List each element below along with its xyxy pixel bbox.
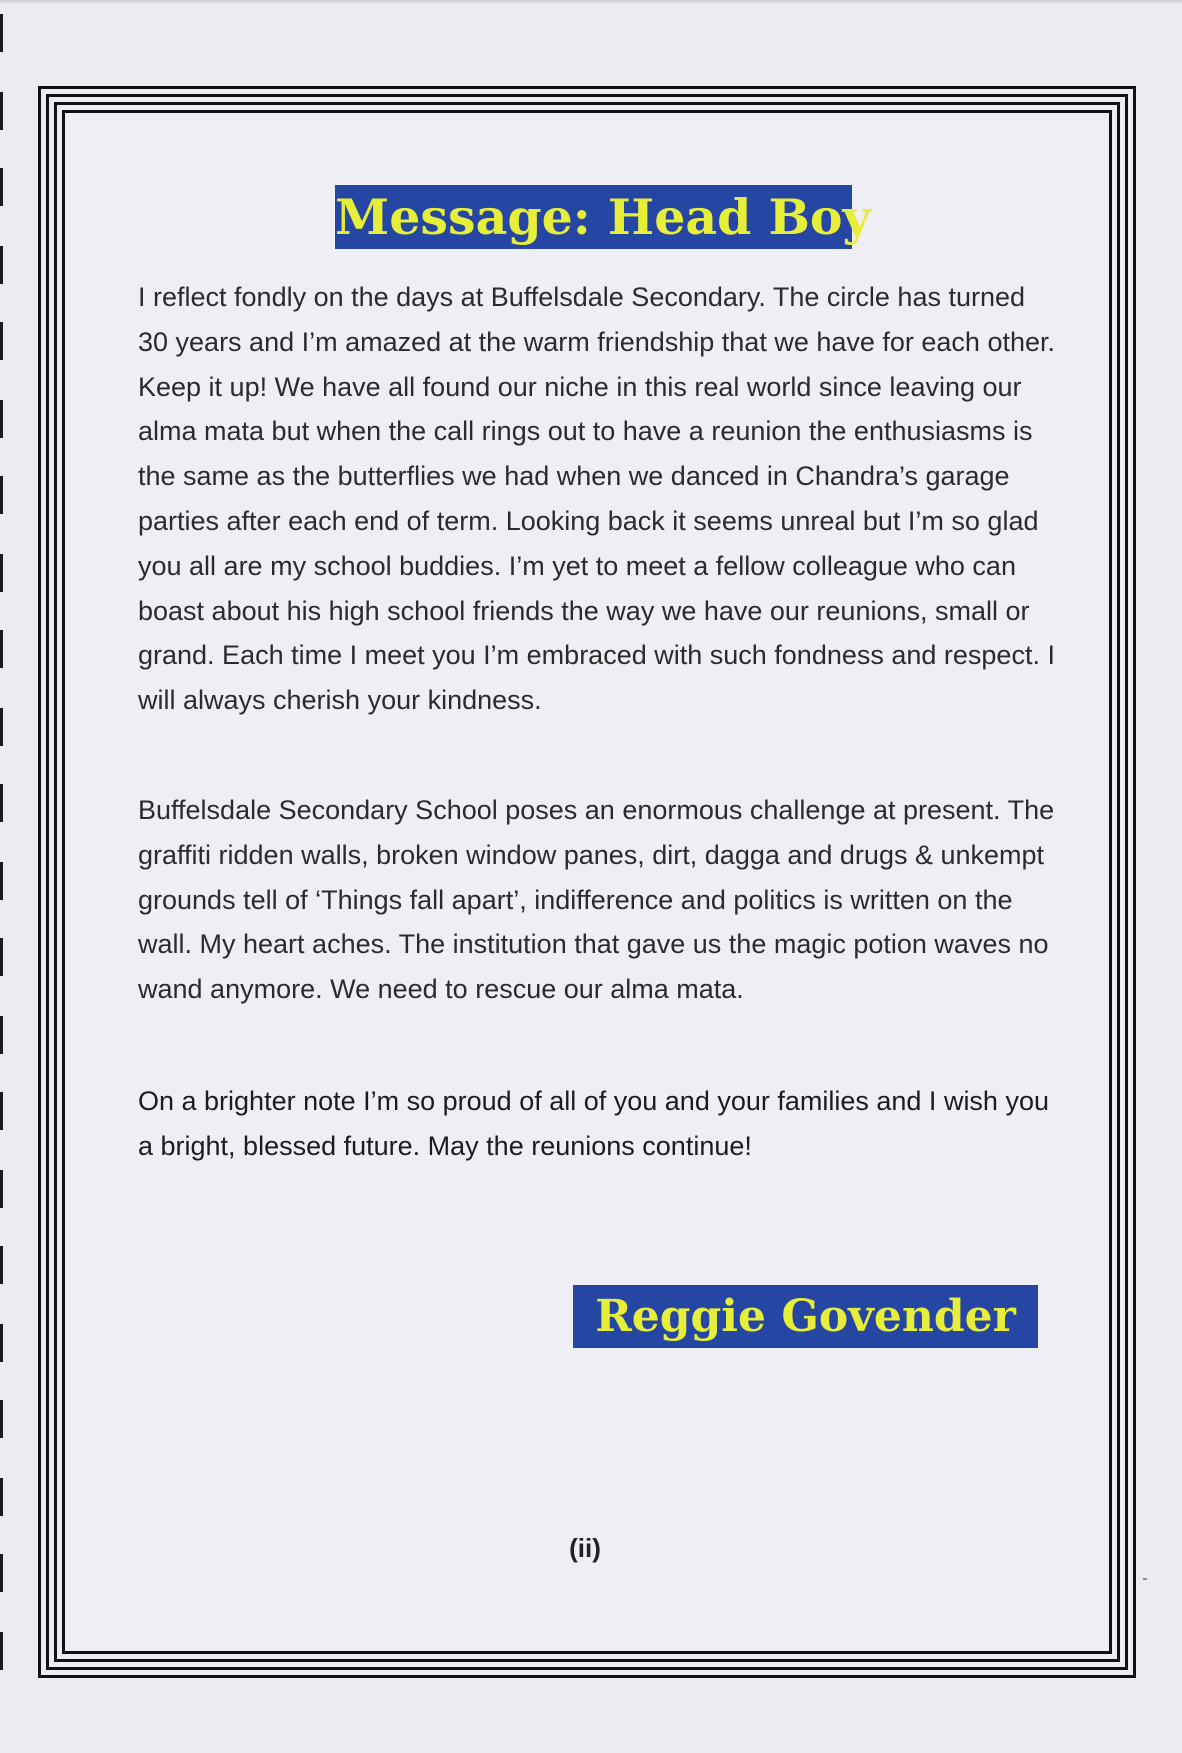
binding-mark (0, 1478, 3, 1516)
message-paragraph-2: Buffelsdale Secondary School poses an enormous challenge at present. The graffiti ridden walls, broken window panes, dirt, dagga and drugs & unkempt grounds tell of ‘Things fall apart’, indifference and politics is written on the wall. My heart aches. The institution that gave us the magic potion waves no wand anymore. We need to rescue our alma mata. (138, 795, 1055, 1005)
binding-mark (0, 1246, 3, 1284)
message-paragraph-1: I reflect fondly on the days at Buffelsdale Secondary. The circle has turned 30 years and I’m amazed at the warm friendship that we have for each other. Keep it up! We have all found our niche in this real world since leaving our alma mata but when the call rings out to have a reunion the enthusiasms is the same as the butterflies we had when we danced in Chandra’s garage parties after each end of term. Looking back it seems unreal but I’m so glad you all are my school buddies. I’m yet to meet a fellow colleague who can boast about his high school friends the way we have our reunions, small or grand. Each time I meet you I’m embraced with such fondness and respect. I will always cherish your kindness. (138, 282, 1055, 716)
binding-mark (0, 708, 3, 746)
page-title: Message: Head Boy (335, 185, 852, 249)
binding-mark (0, 630, 3, 668)
binding-mark (0, 322, 3, 360)
page-number: (ii) (569, 1533, 601, 1563)
paper-speck (1143, 1578, 1147, 1580)
binding-mark (0, 554, 3, 592)
binding-mark (0, 862, 3, 900)
binding-mark (0, 246, 3, 284)
binding-mark (0, 1016, 3, 1054)
binding-mark (0, 1554, 3, 1592)
binding-mark (0, 938, 3, 976)
binding-mark (0, 1632, 3, 1670)
binding-mark (0, 400, 3, 438)
binding-mark (0, 1400, 3, 1438)
binding-mark (0, 14, 3, 52)
binding-mark (0, 1170, 3, 1208)
binding-mark (0, 1092, 3, 1130)
signature-name: Reggie Govender (573, 1285, 1038, 1348)
page-top-shadow (0, 0, 1182, 4)
binding-mark (0, 168, 3, 206)
binding-mark (0, 1324, 3, 1362)
binding-mark (0, 784, 3, 822)
binding-marks (0, 0, 6, 1753)
message-paragraph-3: On a brighter note I’m so proud of all of you and your families and I wish you a bright, blessed future. May the reunions continue! (138, 1086, 1049, 1161)
binding-mark (0, 476, 3, 514)
binding-mark (0, 92, 3, 130)
